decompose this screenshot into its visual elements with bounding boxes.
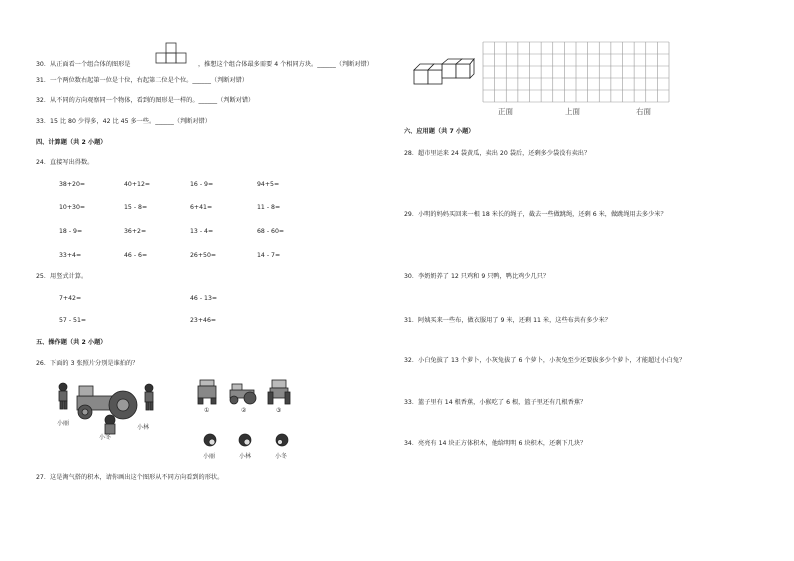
calc-item: 13 - 4=: [190, 228, 214, 235]
q31-app-text: 31．阿姨买来一些布，做衣服用了 9 米，还剩 11 米，这些布共有多少米？: [404, 317, 611, 324]
q30-app-text: 30．李奶奶养了 12 只鸡和 9 只鸭，鸭比鸡少几只？: [404, 273, 550, 280]
q31-text: 31．一个两位数右起第一位是十位，右起第二位是个位。______（判断对错）: [36, 77, 249, 84]
kid-label-xiaoli: 小丽: [57, 420, 70, 427]
view-label-top: 上面: [565, 107, 580, 116]
section-4-title: 四、计算题（共 2 小题）: [36, 139, 107, 146]
front-view-figure: [155, 40, 197, 66]
calc-item: 16 - 9=: [190, 181, 214, 188]
vertical-calc-item: 23+46=: [190, 317, 217, 324]
calc-item: 11 - 8=: [257, 204, 281, 211]
q34-app-text: 34．亮亮有 14 块正方体积木，他给明明 6 块积木，还剩下几块？: [404, 440, 587, 447]
photo-1-number: ①: [204, 407, 210, 414]
head-label-xiaoli: 小丽: [203, 453, 216, 460]
calc-item: 14 - 7=: [257, 252, 281, 259]
calc-item: 18 - 9=: [59, 228, 83, 235]
vertical-calc-item: 7+42=: [59, 295, 82, 302]
view-label-front: 正面: [498, 107, 513, 116]
q32-app-text: 32．小白兔拔了 13 个萝卜，小灰兔拔了 6 个萝卜，小灰兔至少还要拔多少个萝卜，才能超过小白兔？: [404, 357, 686, 364]
q29-text: 29．小明的妈妈买回来一根 18 米长的绳子，截去一些做跳绳，还剩 6 米，做跳绳用去多少米？: [404, 211, 667, 218]
q33-text: 33．15 比 80 少得多，42 比 45 多一些。______（判断对错）: [36, 118, 211, 125]
calc-item: 33+4=: [59, 252, 82, 259]
q30-text-b: ，推想这个组合体最多需要 4 个相同方块。______（判断对错）: [198, 61, 373, 68]
photo-2-number: ②: [241, 407, 247, 414]
q30-text-a: 30．从正面看一个组合体的图形是: [36, 61, 131, 68]
calc-item: 46 - 6=: [124, 252, 148, 259]
q25-text: 25．用竖式计算。: [36, 273, 88, 280]
drawing-grid: [482, 41, 670, 103]
q24-text: 24．直接写出得数。: [36, 159, 94, 166]
calc-item: 38+20=: [59, 181, 86, 188]
section-5-title: 五、操作题（共 2 小题）: [36, 339, 107, 346]
head-label-xiaodong: 小冬: [275, 453, 288, 460]
calc-item: 26+50=: [190, 252, 217, 259]
q28-text: 28．超市里运来 24 袋黄瓜，卖出 20 袋后，还剩多少袋没有卖出？: [404, 150, 591, 157]
photo-options-illustration: [196, 378, 294, 406]
calc-item: 68 - 60=: [257, 228, 285, 235]
view-label-right: 右面: [636, 107, 651, 116]
kid-label-xiaodong: 小冬: [99, 434, 112, 441]
calc-item: 15 - 8=: [124, 204, 148, 211]
kid-heads-illustration: [202, 432, 292, 452]
vertical-calc-item: 46 - 13=: [190, 295, 218, 302]
head-label-xiaolin: 小林: [239, 453, 252, 460]
calc-item: 36+2=: [124, 228, 147, 235]
cube-stack-figure: [412, 58, 476, 86]
photo-3-number: ③: [276, 407, 282, 414]
calc-item: 94+5=: [257, 181, 280, 188]
q32-text: 32．从不同的方向观察同一个物体，看到的图形是一样的。______（判断对错）: [36, 97, 255, 104]
calc-item: 6+41=: [190, 204, 213, 211]
section-6-title: 六、应用题（共 7 小题）: [404, 128, 475, 135]
kid-label-xiaolin: 小林: [137, 424, 150, 431]
q26-text: 26．下面的 3 张照片分别是谁拍的？: [36, 360, 139, 367]
vertical-calc-item: 57 - 51=: [59, 317, 87, 324]
calc-item: 40+12=: [124, 181, 151, 188]
q27-text: 27．这是淘气搭的积木，请你画出这个图形从不同方向看到的形状。: [36, 474, 224, 481]
calc-item: 10+30=: [59, 204, 86, 211]
q33-app-text: 33．篮子里有 14 根香蕉，小猴吃了 6 根，篮子里还有几根香蕉？: [404, 399, 587, 406]
